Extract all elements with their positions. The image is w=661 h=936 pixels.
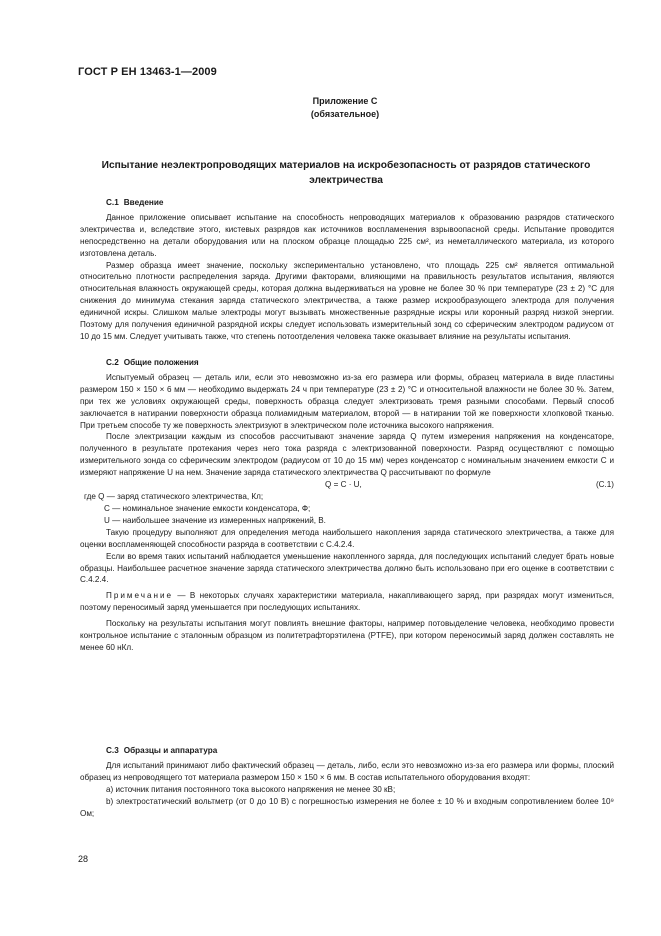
section-c2 <box>80 357 614 654</box>
list-item-a: а) источник питания постоянного тока высокого напряжения не менее 30 кВ; <box>106 784 396 794</box>
annex-title <box>66 158 626 188</box>
section-c1 <box>80 197 614 343</box>
paragraph: Поскольку на результаты испытания могут повлиять внешние факторы, например потовыделение человека, необходимо провести контрольное испытание с эталонным образцом из политетрафторэтилена (PTFE), при котором переносимый заряд должен составлять не менее 60 нКл. <box>80 619 614 652</box>
formula: Q = C · U, <box>325 480 362 490</box>
section-number: С.1 <box>106 198 119 207</box>
note-label: Примечание <box>106 591 174 601</box>
annex-title-line2: электричества <box>309 175 383 186</box>
paragraph: Размер образца имеет значение, поскольку экспериментально установлено, что площадь 225 см² является оптимальной относительно плотности распределения заряда. Другими факторами, влияющими на правильность результатов испытания, являются относительная влажность окружающей среды, которая должна выдерживаться на уровне не более 30 % при температуре (23 ± 2) °С для снижения до минимума стекания заряда статического электричества, а также размер искрообразующего электрода для получения единичной искры. Слишком малые электроды могут вызывать множественные разрядные искры или коронный разряд низкой энергии. Поэтому для получения единичной разрядной искры следует использовать измерительный зонд со сферическим электродом радиусом от 10 до 15 мм. Следует учитывать также, что степень потоотделения человека также оказывает влияние на результаты испытания. <box>80 260 614 341</box>
page-number: 28 <box>78 854 89 864</box>
section-heading <box>80 745 614 757</box>
standard-header: ГОСТ Р ЕН 13463-1—2009 <box>78 66 217 78</box>
section-title: Введение <box>123 198 164 207</box>
formula-row <box>80 479 614 491</box>
paragraph: Если во время таких испытаний наблюдается уменьшение накопленного заряда, для последующих испытаний следует брать новые образцы. Наибольшее расчетное значение заряда статического электричества должно быть использовано при его оценке в соответствии с С.4.2.4. <box>80 551 614 585</box>
formula-definitions <box>80 491 614 527</box>
paragraph: Такую процедуру выполняют для определения метода наибольшего накопления заряда статического электричества, а также для оценки воспламеняющей способности разряда в соответствии с С.4.2.4. <box>80 527 614 549</box>
paragraph: Испытуемый образец — деталь или, если это невозможно из-за его размера или формы, образец материала в виде пластины размером 150 × 150 × 6 мм — необходимо выдержать 24 ч при температуре (23 ± 2) °С и относительной влажности не более 30 %. Затем, при тех же условиях окружающей среды, поверхность образца следует электризовать тремя разными способами. Первый способ заключается в натирании поверхности образца полиамидным материалом, второй — в натирании той же поверхности хлопковой тканью. При третьем способе ту же поверхность электризуют в электрическом поле источника высокого напряжения. <box>80 372 614 430</box>
section-title: Образцы и аппаратура <box>123 746 218 755</box>
annex-title-line1: Испытание неэлектропроводящих материалов на искробезопасность от разрядов статического <box>101 160 591 171</box>
section-heading <box>80 357 614 369</box>
definition-q: где Q — заряд статического электричества, Кл; <box>84 492 264 502</box>
paragraph: После электризации каждым из способов рассчитывают значение заряда Q путем измерения напряжения на конденсаторе, полученного в результате протекания через него тока разряда с электризованной поверхности. Разряд осуществляют с помощью измерительного зонда со сферическим электродом (радиусом от 10 до 15 мм) через конденсатор с номинальным значением емкости С и измеряют напряжение U на нем. Значение заряда статического электричества Q рассчитывают по формуле <box>80 432 614 478</box>
section-title: Общие положения <box>123 358 199 367</box>
list-item-b: b) электростатический вольтметр (от 0 до 10 В) с погрешностью измерения не более ± 10 % и входным сопротивлением более 10⁹ Ом; <box>80 796 614 818</box>
section-number: С.2 <box>106 358 119 367</box>
section-heading <box>80 197 614 209</box>
definition-u: U — наибольшее значение из измеренных напряжений, В. <box>104 515 326 525</box>
annex-label: Приложение С <box>312 96 378 106</box>
formula-number: (С.1) <box>595 480 614 490</box>
section-c3 <box>80 745 614 819</box>
paragraph: Для испытаний принимают либо фактический образец — деталь, либо, если это невозможно из-за его размера или формы, плоский образец из непроводящего тот материала размером 150 × 150 × 6 мм. В состав испытательного оборудования входят: <box>80 760 614 782</box>
annex-status: (обязательное) <box>310 109 380 119</box>
section-number: С.3 <box>106 746 119 755</box>
paragraph: Данное приложение описывает испытание на способность непроводящих материалов к образованию разрядов статического электричества и, вследствие этого, кистевых разрядов как источников воспламенения взрывоопасной среды. Испытание проводится непосредственно на детали оборудования или на плоском образце площадью 225 см², из неметаллического материала, из которого изготовлена деталь. <box>80 212 614 258</box>
note <box>80 590 614 614</box>
definition-c: C — номинальное значение емкости конденсатора, Ф; <box>104 503 311 513</box>
note-text: — В некоторых случаях характеристики материала, накапливающего заряд, при разрядах могут измениться, поэтому переносимый заряд уменьшается при последующих испытаниях. <box>80 591 614 613</box>
